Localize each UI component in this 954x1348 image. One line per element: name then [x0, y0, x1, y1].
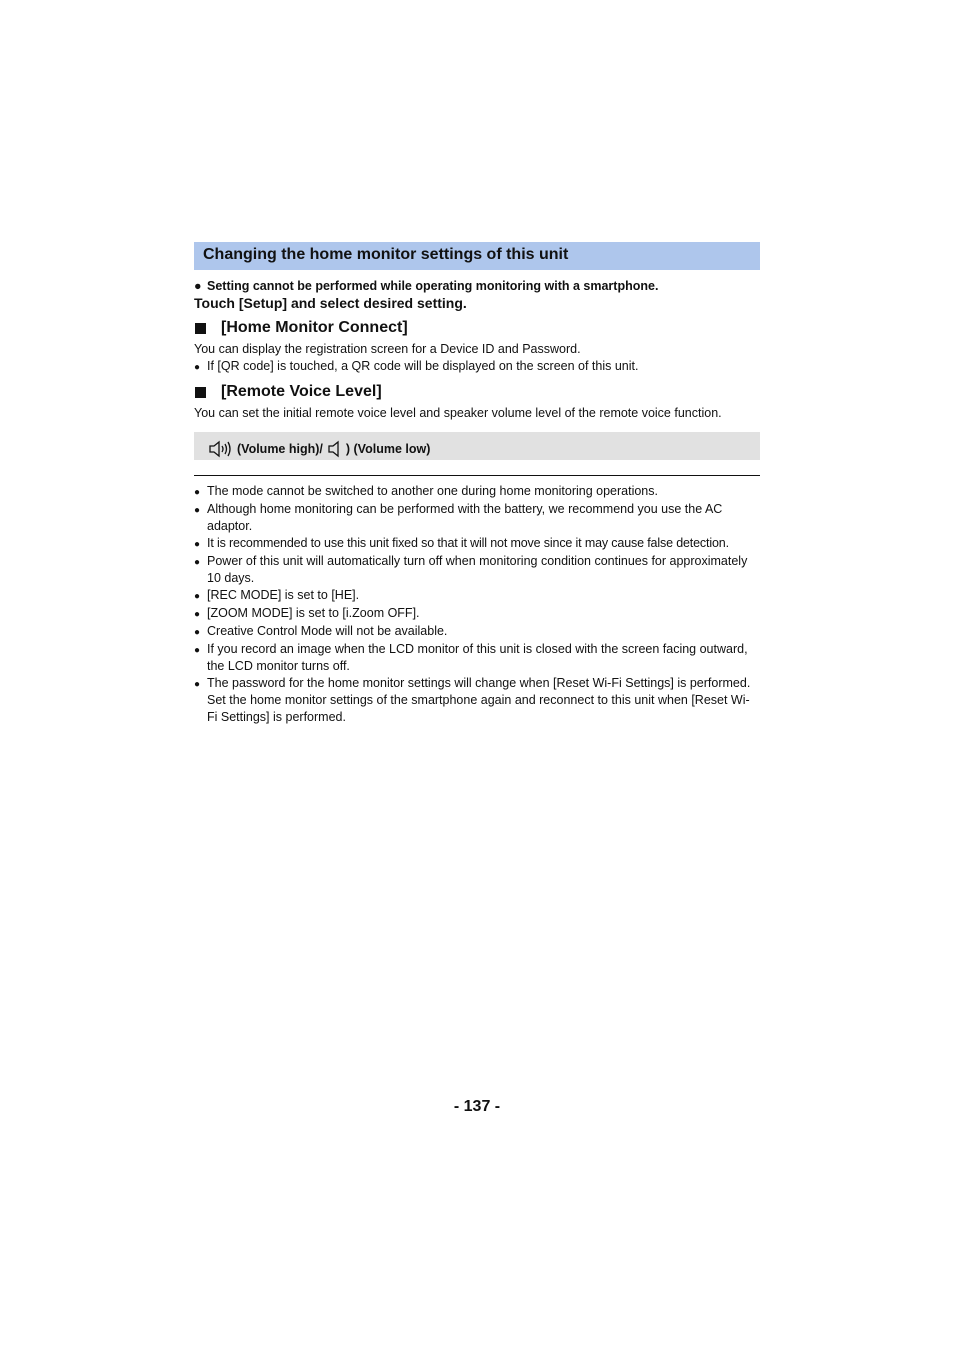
list-item-text: Although home monitoring can be performed with the battery, we recommend you use the AC adaptor.: [207, 502, 723, 533]
list-item-text: It is recommended to use this unit fixed so that it will not move since it may cause false detection.: [207, 536, 729, 550]
bullet-icon: ●: [194, 505, 201, 516]
notes-list: [194, 483, 760, 726]
square-bullet-icon: [195, 323, 206, 334]
bullet-icon: ●: [194, 539, 201, 550]
volume-low-label: ) (Volume low): [345, 442, 431, 456]
list-item-text: Creative Control Mode will not be available.: [207, 624, 448, 638]
list-item-text: [ZOOM MODE] is set to [i.Zoom OFF].: [207, 606, 420, 620]
list-item: [194, 605, 760, 623]
divider: [194, 475, 760, 476]
bullet-icon: ●: [194, 591, 201, 602]
list-item: [194, 587, 760, 605]
list-item-text: [REC MODE] is set to [HE].: [207, 588, 360, 602]
restriction-note: [194, 279, 760, 293]
list-item-text: Power of this unit will automatically turn off when monitoring condition continues for approximately 10 days.: [207, 554, 748, 585]
list-item: [194, 675, 760, 726]
list-item-text: The password for the home monitor settings will change when [Reset Wi-Fi Settings] is performed. Set the home monitor settings of the smartphone again and reconnect to this unit when [Reset Wi-Fi Settings] is performed.: [207, 676, 751, 724]
bullet-icon: ●: [194, 557, 201, 568]
bullet-icon: ●: [194, 627, 201, 638]
list-item-text: If [QR code] is touched, a QR code will be displayed on the screen of this unit.: [207, 359, 639, 373]
home-monitor-connect-label: [Home Monitor Connect]: [221, 319, 408, 336]
bullet-icon: ●: [194, 279, 202, 293]
list-item-text: If you record an image when the LCD monitor of this unit is closed with the screen facing outward, the LCD monitor turns off.: [207, 642, 748, 673]
restriction-note-text: Setting cannot be performed while operating monitoring with a smartphone.: [207, 279, 659, 293]
list-item: [194, 483, 760, 501]
setup-instruction: Touch [Setup] and select desired setting.: [194, 295, 467, 311]
list-item: [194, 553, 760, 587]
volume-high-label: (Volume high)/: [237, 442, 323, 456]
bullet-icon: ●: [194, 487, 201, 498]
list-item-text: The mode cannot be switched to another one during home monitoring operations.: [207, 484, 658, 498]
volume-options-box: [194, 432, 760, 460]
home-monitor-connect-title: [194, 319, 760, 337]
list-item: [194, 535, 760, 553]
bullet-icon: ●: [194, 609, 201, 620]
bullet-icon: ●: [194, 679, 201, 690]
square-bullet-icon: [195, 387, 206, 398]
list-item: [194, 641, 760, 675]
section-header: Changing the home monitor settings of this unit: [194, 242, 760, 270]
bullet-icon: ●: [194, 645, 201, 656]
page-content: [194, 242, 760, 726]
list-item: [194, 501, 760, 535]
page-number: - 137 -: [453, 1098, 501, 1115]
speaker-volume-high-icon: [208, 440, 234, 458]
list-item: [194, 623, 760, 641]
remote-voice-level-label: [Remote Voice Level]: [221, 383, 382, 400]
home-monitor-connect-description: You can display the registration screen for a Device ID and Password.: [194, 342, 581, 356]
bullet-icon: ●: [194, 362, 201, 373]
remote-voice-level-title: [194, 383, 760, 401]
speaker-volume-low-icon: [327, 440, 343, 458]
list-item: [194, 358, 760, 376]
remote-voice-level-description: You can set the initial remote voice level and speaker volume level of the remote voice function.: [194, 406, 722, 420]
